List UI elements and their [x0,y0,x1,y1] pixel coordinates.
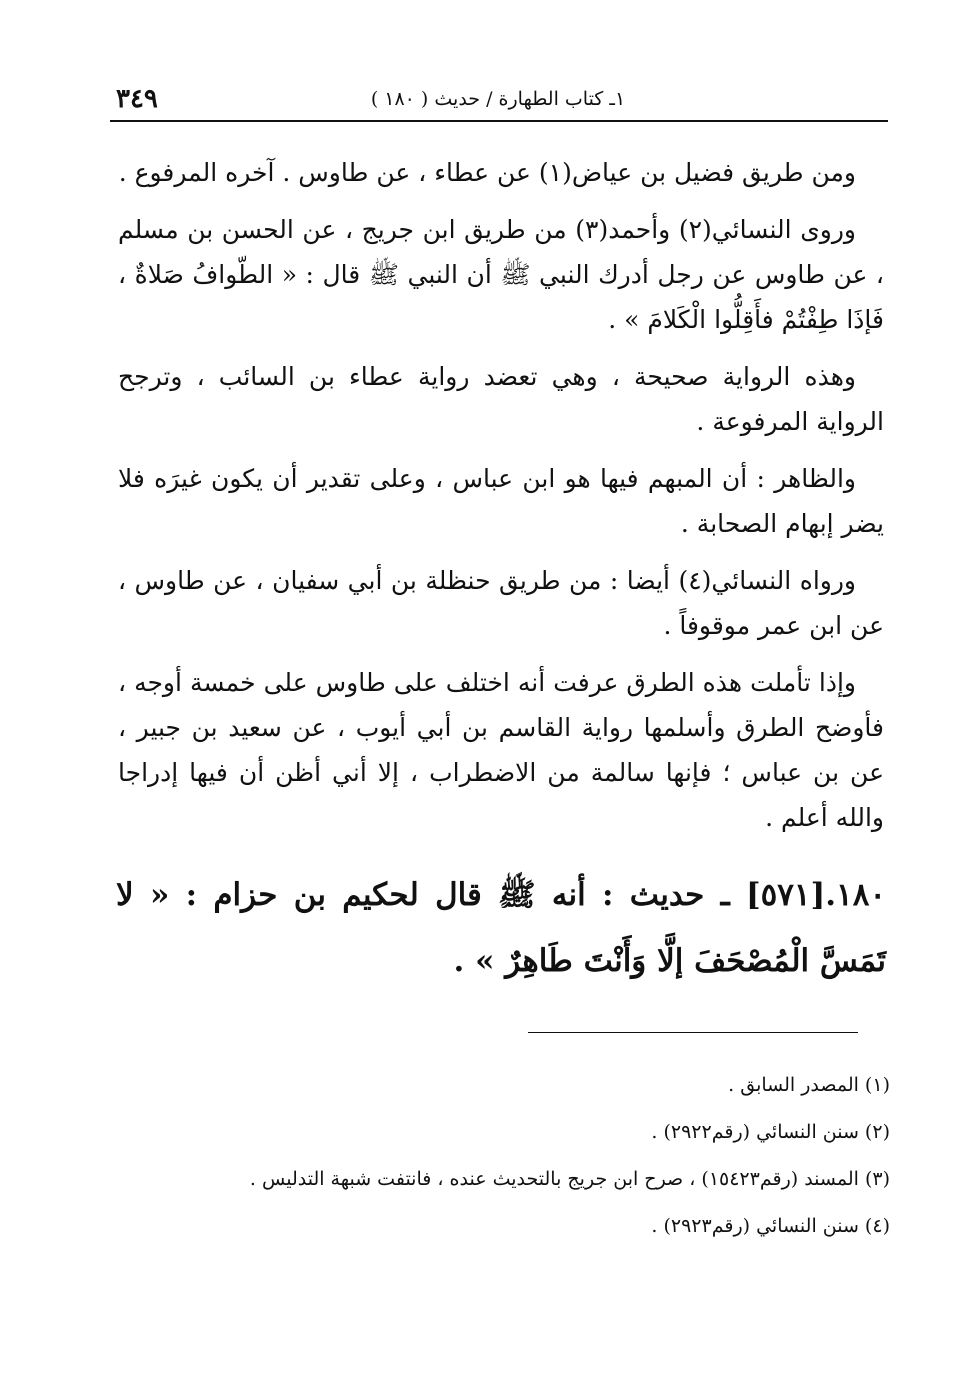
paragraph: ومن طريق فضيل بن عياض(١) عن عطاء ، عن طاوس . آخره المرفوع . [118,158,856,187]
running-head: ١ـ كتاب الطهارة / حديث ( ١٨٠ ) [370,88,626,110]
page-number: ٣٤٩ [116,84,158,114]
paragraph: ورواه النسائي(٤) أيضا : من طريق حنظلة بن أبي سفيان ، عن طاوس ، عن ابن عمر موقوفاً . [118,566,884,640]
paragraph: وروى النسائي(٢) وأحمد(٣) من طريق ابن جريج ، عن الحسن بن مسلم ، عن طاوس عن رجل أدرك النبي ﷺ أن النبي ﷺ قال : « الطّوافُ صَلاةٌ ، فَإذَا طِفْتُمْ فأَقِلُّوا الْكَلامَ » . [118,215,884,334]
paragraph: وإذا تأملت هذه الطرق عرفت أنه اختلف على طاوس على خمسة أوجه ، فأوضح الطرق وأسلمها رواية القاسم بن أبي أيوب ، عن سعيد بن جبير ، عن بن عباس ؛ فإنها سالمة من الاضطراب ، إلا أني أظن أن فيها إدراجا والله أعلم . [118,668,884,832]
paragraph: والظاهر : أن المبهم فيها هو ابن عباس ، وعلى تقدير أن يكون غيرَه فلا يضر إبهام الصحابة . [118,464,884,538]
paragraph: وهذه الرواية صحيحة ، وهي تعضد رواية عطاء بن السائب ، وترجح الرواية المرفوعة . [118,362,884,436]
page-header [110,84,886,120]
body-text [118,150,884,852]
footnote: (٣) المسند (رقم١٥٤٢٣) ، صرح ابن جريج بالتحديث عنده ، فانتفت شبهة التدليس . [249,1168,890,1190]
footnote-rule [528,1032,858,1033]
footnote: (١) المصدر السابق . [728,1074,890,1096]
footnote: (٢) سنن النسائي (رقم٢٩٢٢) . [651,1121,890,1143]
footnote: (٤) سنن النسائي (رقم٢٩٢٣) . [651,1215,890,1237]
footnotes [140,1062,890,1250]
header-rule [110,120,888,122]
hadith-heading: ١٨٠.[٥٧١] ـ حديث : أنه ﷺ قال لحكيم بن حزام : « لا تَمَسَّ الْمُصْحَفَ إلَّا وَأَنْتَ طَاهِرٌ » . [116,877,886,979]
